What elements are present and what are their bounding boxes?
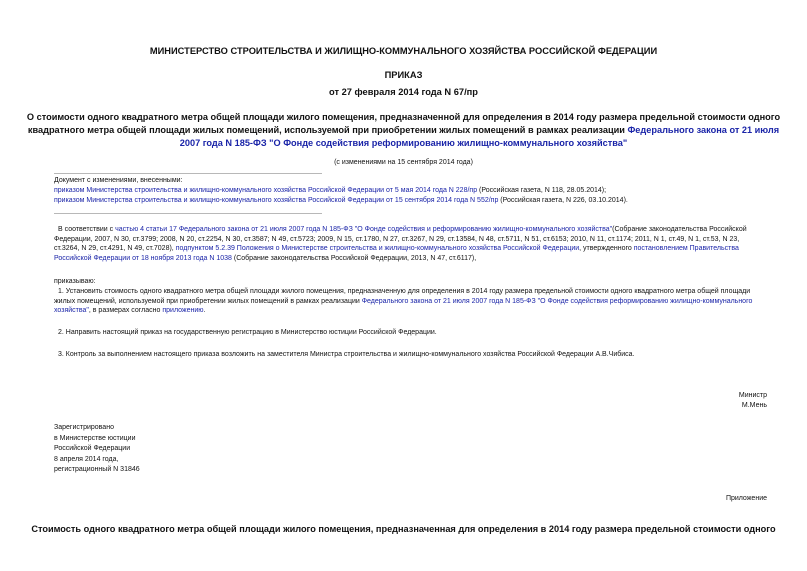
appendix-label: Приложение xyxy=(725,495,767,502)
change-item-2 xyxy=(54,196,628,206)
title-line-2 xyxy=(0,124,807,137)
item-1-line-2 xyxy=(54,297,759,307)
registration-line-2: в Министерстве юстиции xyxy=(54,434,136,442)
federal-law-link[interactable]: Федерального закона от 21 июля xyxy=(627,125,780,135)
changes-heading: Документ с изменениями, внесенными: xyxy=(54,177,183,184)
preamble-l4-tail: (Собрание законодательства Российской Федерации, 2013, N 47, ст.6117), xyxy=(231,254,477,262)
amendment-note: (с изменениями на 15 сентября 2014 года) xyxy=(334,159,473,166)
change-order-228-link[interactable]: приказом Министерства строительства и жилищно-коммунального хозяйства Российской Федерации от 5 мая 2014 года N 228/пр xyxy=(54,187,478,194)
registration-line-3: Российской Федерации xyxy=(54,445,131,453)
document-title xyxy=(0,111,807,150)
change-item-1-source: (Российская газета, N 118, 28.05.2014); xyxy=(477,187,607,194)
item-1-line-3 xyxy=(54,306,759,316)
order-item-1 xyxy=(54,287,759,316)
appendix-title: Стоимость одного квадратного метра общей площади жилого помещения, предназначенная для определения в 2014 году размера предельной стоимости одного xyxy=(31,524,776,534)
item-1-line-1: 1. Установить стоимость одного квадратного метра общей площади жилого помещения, предназначенную для определения в 2014 году размера предельной стоимости одного квадратного метра общей площади xyxy=(58,288,751,295)
signature-position: Министр xyxy=(738,392,767,399)
registration-line-4: 8 апреля 2014 года, xyxy=(54,455,119,463)
preamble-line-2: Федерации, 2007, N 30, ст.3799; 2008, N 20, ст.2254, N 30, ст.3587; N 49, ст.5723; 2009, N 15, ст.1780, N 27, ст.3267, N 29, ст.13584, N 48, ст.5711, N 51, ст.6153; 2010, N 11, ст.1174; 2011, N 1, ст.49, N 1, ст.53, N 23, xyxy=(54,235,740,243)
appendix-link[interactable]: приложению xyxy=(162,307,204,315)
preamble-l3-text: ст.3264, N 29, ст.4291, N 49, ст.7028), xyxy=(54,245,176,253)
document-type: ПРИКАЗ xyxy=(384,70,423,80)
item-1-l2-text: жилых помещений, используемой при приобретении жилых помещений в рамках реализации xyxy=(54,297,362,305)
preamble-line-1 xyxy=(54,225,756,235)
item-1-l3-text: , в размерах согласно xyxy=(88,307,163,315)
government-decree-link[interactable]: постановлением Правительства xyxy=(633,245,739,253)
preamble-line-3 xyxy=(54,244,756,254)
item-1-law-link-continued[interactable]: хозяйства" xyxy=(54,307,89,315)
preamble-line-4 xyxy=(54,254,756,264)
title-line-3 xyxy=(0,137,807,150)
document-date-number: от 27 февраля 2014 года N 67/пр xyxy=(329,87,478,97)
title-line-1: О стоимости одного квадратного метра общей площади жилого помещения, предназначенной для определения в 2014 году размера предельной стоимости одного xyxy=(26,112,781,122)
signature-name: М.Мень xyxy=(741,402,767,409)
order-word: приказываю: xyxy=(54,278,96,285)
government-decree-link-continued[interactable]: Российской Федерации от 18 ноября 2013 года N 1038 xyxy=(54,254,232,262)
ministry-regulation-link[interactable]: подпунктом 5.2.39 Положения о Министерстве строительства и жилищно-коммунального хозяйства Российской Федерации xyxy=(175,245,580,253)
preamble-l1-tail: (Собрание законодательства Российской xyxy=(612,226,747,233)
change-item-2-source: (Российская газета, N 226, 03.10.2014). xyxy=(498,197,628,204)
divider-bottom xyxy=(54,213,322,214)
registration-line-5: регистрационный N 31846 xyxy=(54,466,140,474)
title-line-2-text: квадратного метра общей площади жилых помещений, используемой при приобретении жилых помещений в рамках реализации xyxy=(27,125,628,135)
federal-law-link-continued[interactable]: 2007 года N 185-ФЗ "О Фонде содействия реформированию жилищно-коммунального хозяйства" xyxy=(179,138,628,148)
divider-top xyxy=(54,173,322,174)
registration-block xyxy=(54,423,140,475)
law-article-link[interactable]: частью 4 статьи 17 Федерального закона от 21 июля 2007 года N 185-ФЗ "О Фонде содействия и реформированию жилищно-коммунального хозяйства" xyxy=(115,226,613,233)
change-item-1 xyxy=(54,186,606,196)
item-1-law-link[interactable]: Федерального закона от 21 июля 2007 года N 185-ФЗ "О Фонде содействия реформированию жилищно-коммунального xyxy=(361,297,753,305)
order-item-2: 2. Направить настоящий приказ на государственную регистрацию в Министерство юстиции Российской Федерации. xyxy=(58,329,437,336)
item-1-l3-end: . xyxy=(203,307,206,315)
order-item-3: 3. Контроль за выполнением настоящего приказа возложить на заместителя Министра строительства и жилищно-коммунального хозяйства Российской Федерации А.В.Чибиса. xyxy=(58,351,635,358)
ministry-title: МИНИСТЕРСТВО СТРОИТЕЛЬСТВА И ЖИЛИЩНО-КОММУНАЛЬНОГО ХОЗЯЙСТВА РОССИЙСКОЙ ФЕДЕРАЦИИ xyxy=(149,46,658,56)
preamble-l1-text: В соответствии с xyxy=(58,226,116,233)
registration-line-1: Зарегистрировано xyxy=(54,424,114,431)
preamble-l3-mid: , утвержденного xyxy=(579,245,634,253)
preamble-paragraph xyxy=(54,225,756,263)
change-order-552-link[interactable]: приказом Министерства строительства и жилищно-коммунального хозяйства Российской Федерации от 15 сентября 2014 года N 552/пр xyxy=(54,197,499,204)
